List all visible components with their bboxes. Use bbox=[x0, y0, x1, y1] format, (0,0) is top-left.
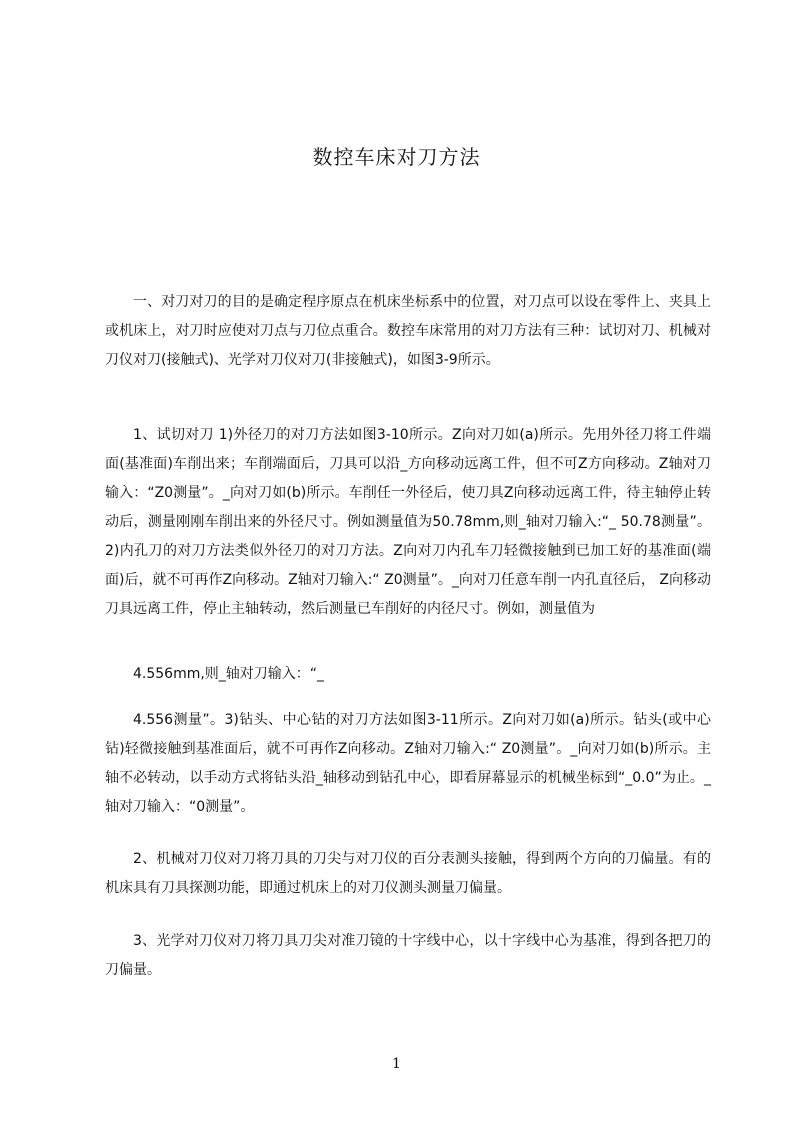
paragraph-measurement-value: 4.556mm,则_轴对刀输入：“_ bbox=[133, 666, 325, 682]
paragraph-mechanical-setter: 2、机械对刀仪对刀将刀具的刀尖与对刀仪的百分表测头接触，得到两个方向的刀偏量。有的机床具有刀具探测功能，即通过机床上的对刀仪测头测量刀偏量。 bbox=[105, 851, 711, 896]
paragraph-trial-cut: 1、试切对刀 1)外径刀的对刀方法如图3-10所示。Z向对刀如(a)所示。先用外径刀将工件端面(基准面)车削出来；车削端面后，刀具可以沿_方向移动远离工件，但不可Z方向移动。Z轴对刀输入：“Z0测量”。_向对刀如(b)所示。车削任一外径后，使刀具Z向移动远离工件，待主轴停止转动后，测量刚刚车削出来的外径尺寸。例如测量值为50.78mm,则_轴对刀输入:“_ 50.78测量”。 2)内孔刀的对刀方法类似外径刀的对刀方法。Z向对刀内孔车刀轻微接触到已加工好的基准面(端面)后，就不可再作Z向移动。Z轴对刀输入:“ Z0测量”。_向对刀任意车削一内孔直径后， Z向移动刀具远离工件，停止主轴转动，然后测量已车削好的内径尺寸。例如，测量值为 bbox=[105, 427, 711, 617]
document-title: 数控车床对刀方法 bbox=[312, 145, 481, 169]
paragraph-drill-method: 4.556测量”。3)钻头、中心钻的对刀方法如图3-11所示。Z向对刀如(a)所示。钻头(或中心钻)轻微接触到基准面后，就不可再作Z向移动。Z轴对刀输入:“ Z0测量”。_向对刀如(b)所示。主轴不必转动，以手动方式将钻头沿_轴移动到钻孔中心，即看屏幕显示的机械坐标到“_0.0”为止。_轴对刀输入：“0测量”。 bbox=[105, 712, 711, 815]
page-number: 1 bbox=[392, 1056, 401, 1072]
paragraph-optical-setter: 3、光学对刀仪对刀将刀具刀尖对准刀镜的十字线中心，以十字线中心为基准，得到各把刀的刀偏量。 bbox=[105, 933, 711, 978]
paragraph-intro: 一、对刀对刀的目的是确定程序原点在机床坐标系中的位置，对刀点可以设在零件上、夹具上或机床上，对刀时应使对刀点与刀位点重合。数控车床常用的对刀方法有三种：试切对刀、机械对刀仪对刀(接触式)、光学对刀仪对刀(非接触式)，如图3-9所示。 bbox=[105, 294, 711, 368]
